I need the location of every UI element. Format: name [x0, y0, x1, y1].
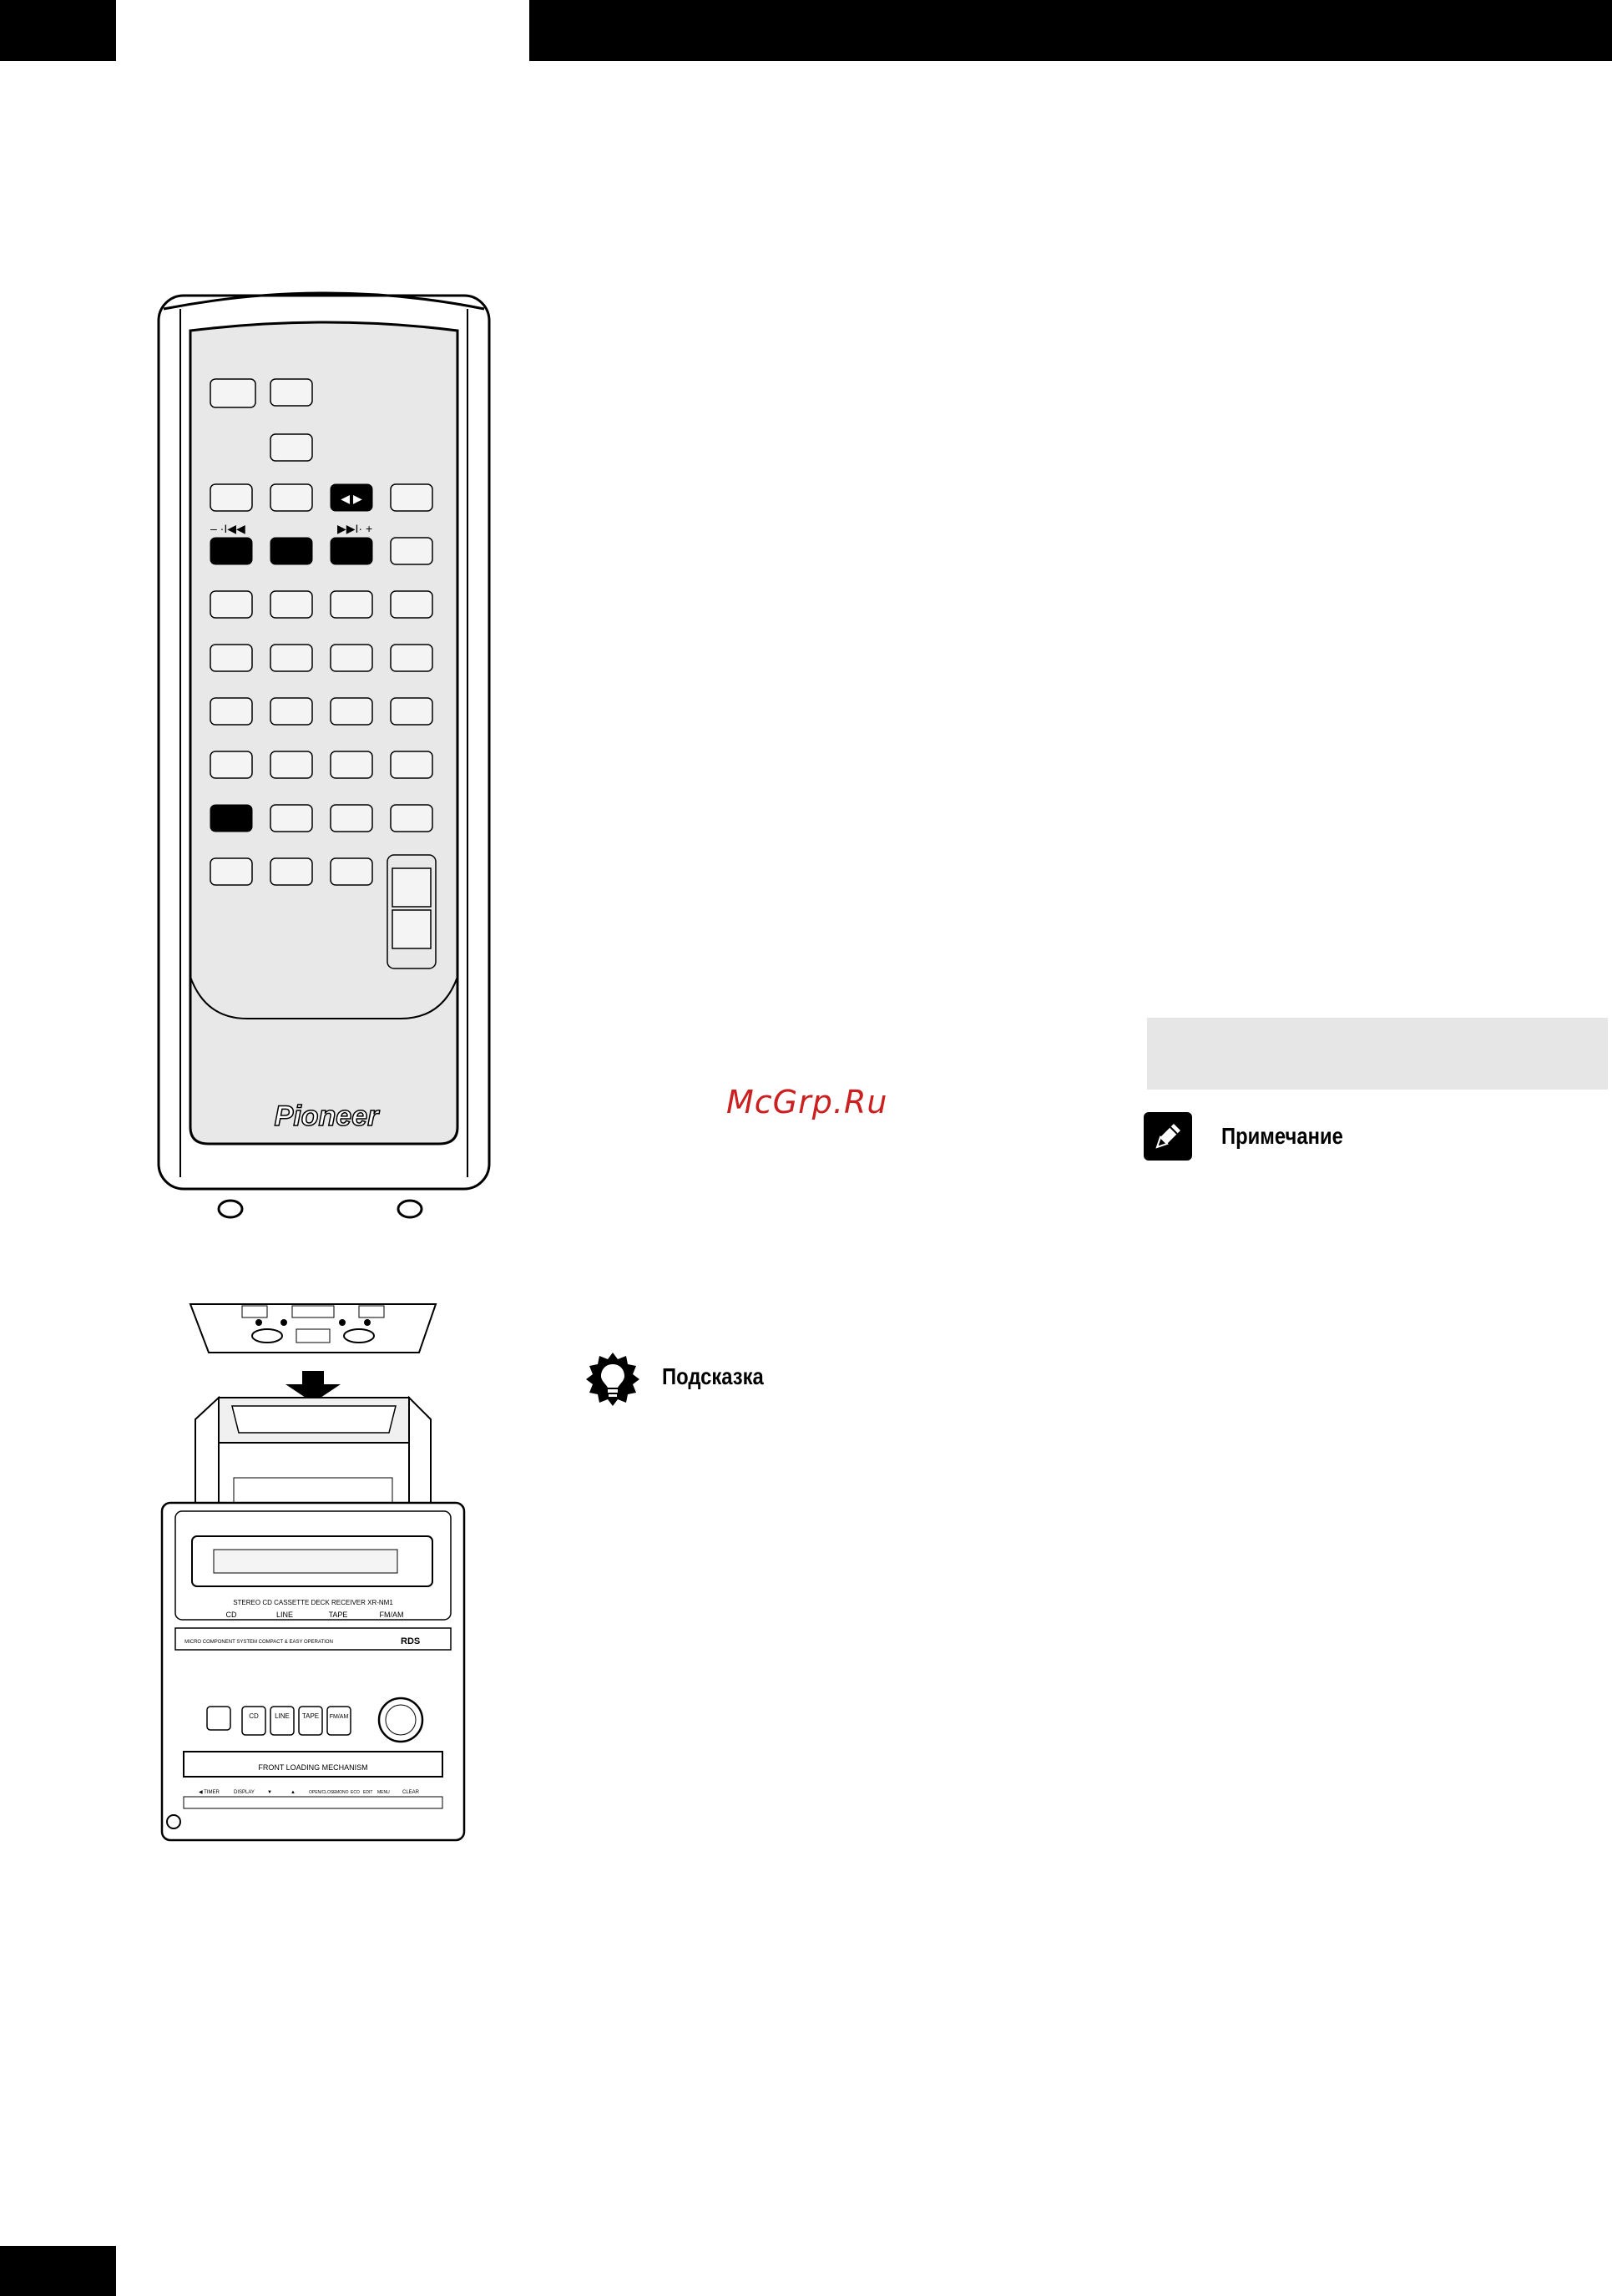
bottom-btn-edit: EDIT — [363, 1790, 373, 1795]
bottom-btn-open: OPEN/CLOSE — [309, 1790, 336, 1795]
skip-back-label: – ·I◀◀ — [210, 522, 245, 535]
indicator-fmam: FM/AM — [379, 1611, 404, 1619]
bottom-btn-clear: CLEAR — [402, 1790, 420, 1795]
indicator-cd: CD — [225, 1611, 237, 1619]
indicator-tape: TAPE — [328, 1611, 348, 1619]
top-left-bar — [0, 0, 116, 61]
stereo-cassette-illustration — [159, 1294, 467, 1845]
tray-label: FRONT LOADING MECHANISM — [258, 1763, 368, 1772]
bottom-left-bar — [0, 2246, 116, 2296]
stereo-model-line: STEREO CD CASSETTE DECK RECEIVER XR-NM1 — [233, 1599, 393, 1606]
source-cd: CD — [249, 1712, 259, 1720]
top-right-bar — [529, 0, 1612, 61]
pioneer-logo: Pioneer — [274, 1100, 379, 1132]
lightbulb-icon — [584, 1351, 641, 1408]
skip-forward-label: ▶▶I· + — [337, 522, 373, 535]
note-heading: Примечание — [1221, 1123, 1343, 1149]
stereo-band-text: MICRO COMPONENT SYSTEM COMPACT & EASY OPERATION — [184, 1640, 333, 1645]
remote-control-illustration — [155, 284, 498, 1219]
play-label: ◀ ▶ — [341, 492, 362, 505]
section-header-box — [1147, 1018, 1608, 1090]
bottom-btn-down: ▼ — [267, 1790, 272, 1795]
source-fmam: FM/AM — [329, 1714, 349, 1720]
pencil-icon — [1144, 1112, 1192, 1161]
bottom-btn-eco: ECO — [351, 1790, 360, 1795]
tip-heading: Подсказка — [662, 1363, 764, 1389]
bottom-btn-timer: ◀ TIMER — [199, 1790, 220, 1795]
bottom-btn-mono: MONO — [336, 1790, 349, 1795]
rds-logo: RDS — [401, 1636, 421, 1646]
bottom-btn-display: DISPLAY — [234, 1790, 255, 1795]
bottom-btn-up: ▲ — [291, 1790, 296, 1795]
indicator-line: LINE — [275, 1611, 294, 1619]
source-line: LINE — [275, 1712, 290, 1720]
watermark-text: McGrp.Ru — [726, 1084, 888, 1120]
bottom-btn-menu: MENU — [377, 1790, 390, 1795]
source-tape: TAPE — [301, 1712, 320, 1720]
